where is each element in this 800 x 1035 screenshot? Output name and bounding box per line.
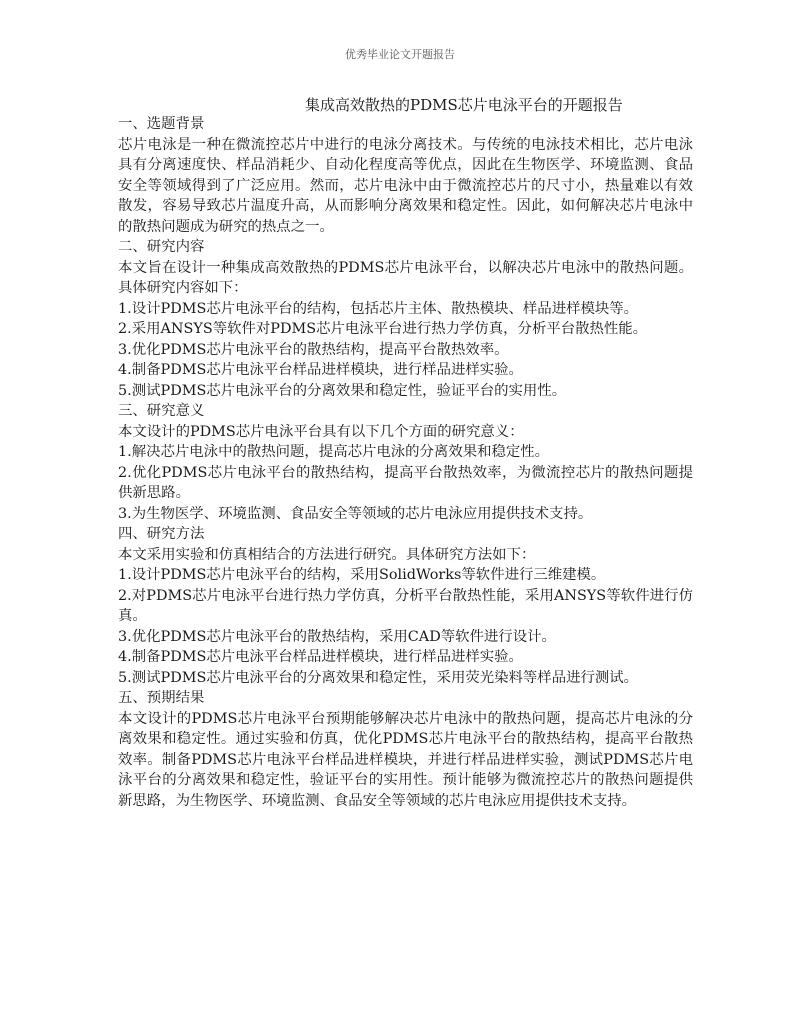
list-item: 1.解决芯片电泳中的散热问题，提高芯片电泳的分离效果和稳定性。: [118, 444, 550, 460]
document-body: [118, 114, 693, 811]
list-item: 4.制备PDMS芯片电泳平台样品进样模块，进行样品进样实验。: [118, 362, 523, 378]
paragraph: 本文旨在设计一种集成高效散热的PDMS芯片电泳平台，以解决芯片电泳中的散热问题。具体研究内容如下：: [118, 259, 693, 296]
list-item: 3.为生物医学、环境监测、食品安全等领域的芯片电泳应用提供技术支持。: [118, 505, 593, 522]
list-item: 3.优化PDMS芯片电泳平台的散热结构，提高平台散热效率。: [118, 341, 509, 358]
paragraph: 本文采用实验和仿真相结合的方法进行研究。具体研究方法如下：: [118, 546, 536, 563]
list-item: 5.测试PDMS芯片电泳平台的分离效果和稳定性，验证平台的实用性。: [118, 382, 567, 399]
paragraph: 本文设计的PDMS芯片电泳平台预期能够解决芯片电泳中的散热问题，提高芯片电泳的分离效果和稳定性。通过实验和仿真，优化PDMS芯片电泳平台的散热结构，提高平台散热效率。制备PDMS芯片电泳平台样品进样模块，并进行样品进样实验，测试PDMS芯片电泳平台的分离效果和稳定性，验证平台的实用性。预计能够为微流控芯片的散热问题提供新思路，为生物医学、环境监测、食品安全等领域的芯片电泳应用提供技术支持。: [118, 710, 693, 809]
section-heading: 三、研究意义: [118, 403, 205, 419]
page-header: 优秀毕业论文开题报告: [345, 48, 455, 61]
section-heading: 四、研究方法: [118, 526, 205, 542]
list-item: 3.优化PDMS芯片电泳平台的散热结构，采用CAD等软件进行设计。: [118, 628, 556, 645]
list-item: 2.采用ANSYS等软件对PDMS芯片电泳平台进行热力学仿真，分析平台散热性能。: [118, 321, 648, 337]
list-item: 1.设计PDMS芯片电泳平台的结构，包括芯片主体、散热模块、样品进样模块等。: [118, 300, 639, 317]
section-heading: 五、预期结果: [118, 690, 205, 706]
document-title: 集成高效散热的PDMS芯片电泳平台的开题报告: [305, 96, 623, 114]
list-item: 5.测试PDMS芯片电泳平台的分离效果和稳定性，采用荧光染料等样品进行测试。: [118, 669, 639, 686]
paragraph: 本文设计的PDMS芯片电泳平台具有以下几个方面的研究意义：: [118, 423, 524, 440]
section-heading: 二、研究内容: [118, 239, 205, 255]
section-heading: 一、选题背景: [118, 116, 205, 132]
list-item: 2.对PDMS芯片电泳平台进行热力学仿真，分析平台散热性能，采用ANSYS等软件进行仿真。: [118, 587, 693, 624]
list-item: 4.制备PDMS芯片电泳平台样品进样模块，进行样品进样实验。: [118, 649, 523, 665]
paragraph: 芯片电泳是一种在微流控芯片中进行的电泳分离技术。与传统的电泳技术相比，芯片电泳具有分离速度快、样品消耗少、自动化程度高等优点，因此在生物医学、环境监测、食品安全等领域得到了广泛应用。然而，芯片电泳中由于微流控芯片的尺寸小，热量难以有效散发，容易导致芯片温度升高，从而影响分离效果和稳定性。因此，如何解决芯片电泳中的散热问题成为研究的热点之一。: [118, 136, 693, 235]
list-item: 1.设计PDMS芯片电泳平台的结构，采用SolidWorks等软件进行三维建模。: [118, 567, 606, 583]
list-item: 2.优化PDMS芯片电泳平台的散热结构，提高平台散热效率，为微流控芯片的散热问题提供新思路。: [118, 464, 693, 501]
